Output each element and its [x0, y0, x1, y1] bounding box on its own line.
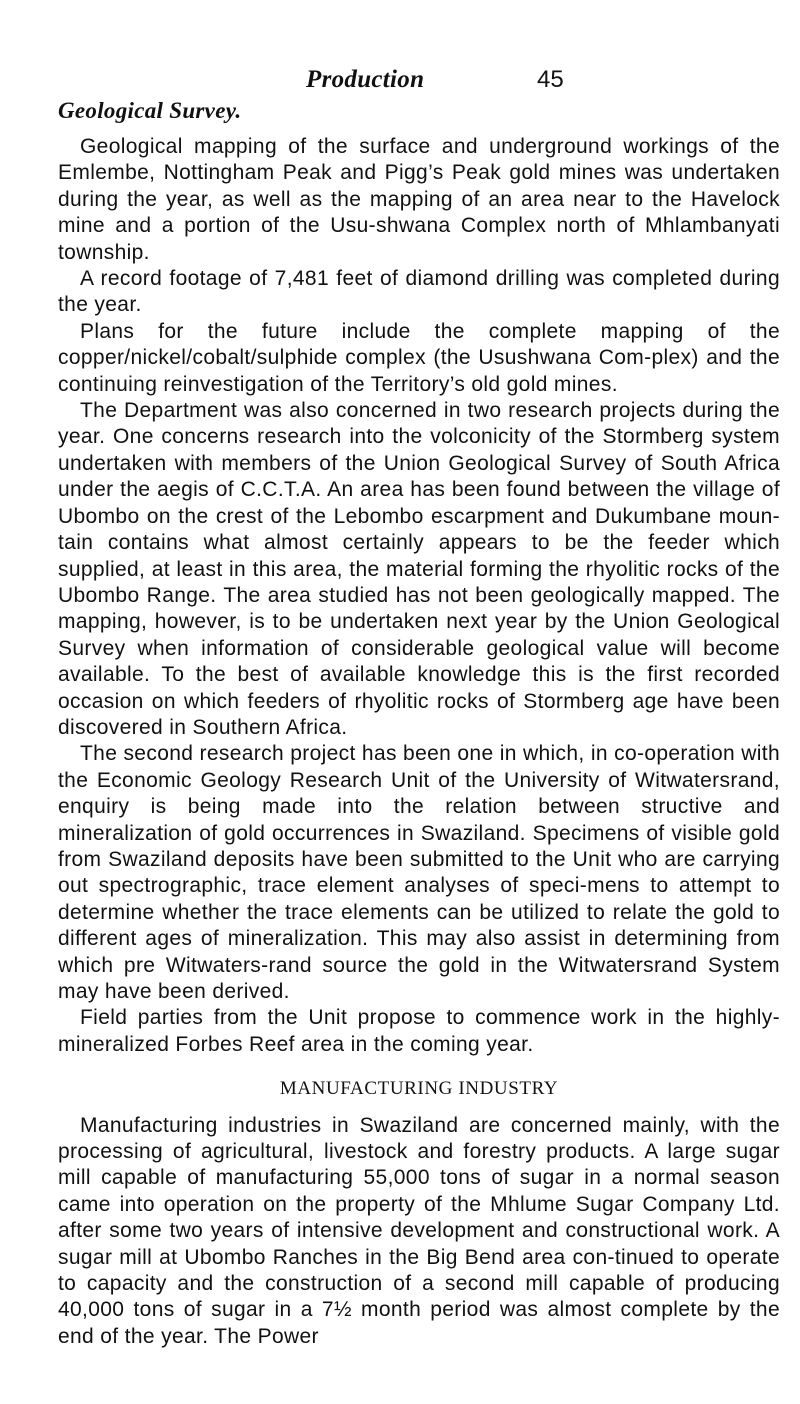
paragraph: Field parties from the Unit propose to commence work in the highly-mineralized Forbes Reef area in the coming year.: [58, 1006, 780, 1056]
paragraph: The Department was also concerned in two research projects during the year. One concerns research into the volconicity of the Stormberg system undertaken with members of the Union Geological Survey of South Africa under the aegis of C.C.T.A. An area has been found between the village of Ubombo on the crest of the Lebombo escarpment and Dukumbane moun-tain contains what almost certainly appears to be the feeder which supplied, at least in this area, the material forming the rhyolitic rocks of the Ubombo Range. The area studied has not been geologically mapped. The mapping, however, is to be undertaken next year by the Union Geological Survey when information of considerable geological value will become available. To the best of available knowledge this is the first recorded occasion on which feeders of rhyolitic rocks of Stormberg age have been discovered in Southern Africa.: [58, 399, 780, 739]
paragraph: Plans for the future include the complete mapping of the copper/nickel/cobalt/sulphide complex (the Usushwana Com-plex) and the continuing reinvestigation of the Territory’s old gold mines.: [58, 319, 780, 396]
section-heading-manufacturing-industry: MANUFACTURING INDUSTRY: [279, 1078, 559, 1100]
paragraph: The second research project has been one in which, in co-operation with the Economic Geology Research Unit of the University of Witwatersrand, enquiry is being made into the relation between structive and mineralization of gold occurrences in Swaziland. Specimens of visible gold from Swaziland deposits have been submitted to the Unit who are carrying out spectrographic, trace element analyses of speci-mens to attempt to determine whether the trace elements can be utilized to relate the gold to different ages of mineralization. This may also assist in determining from which pre Witwaters-rand source the gold in the Witwatersrand System may have been derived.: [58, 742, 780, 1003]
manufacturing-section: [58, 1113, 780, 1351]
paragraph: Manufacturing industries in Swaziland are concerned mainly, with the processing of agricultural, livestock and forestry products. A large sugar mill capable of manufacturing 55,000 tons of sugar in a normal season came into operation on the property of the Mhlume Sugar Company Ltd. after some two years of intensive development and constructional work. A sugar mill at Ubombo Ranches in the Big Bend area con-tinued to operate to capacity and the construction of a second mill capable of producing 40,000 tons of sugar in a 7½ month period was almost complete by the end of the year. The Power: [58, 1113, 780, 1348]
running-title: Production: [306, 66, 425, 93]
document-body: [58, 134, 780, 1350]
page-number: 45: [537, 66, 564, 93]
paragraph: A record footage of 7,481 feet of diamond drilling was completed during the year.: [58, 267, 780, 317]
paragraph: Geological mapping of the surface and underground workings of the Emlembe, Nottingham Peak and Pigg’s Peak gold mines was undertaken during the year, as well as the mapping of an area near to the Havelock mine and a portion of the Usu-shwana Complex north of Mhlambanyati township.: [58, 135, 780, 264]
section-heading-geological-survey: Geological Survey.: [58, 98, 242, 123]
